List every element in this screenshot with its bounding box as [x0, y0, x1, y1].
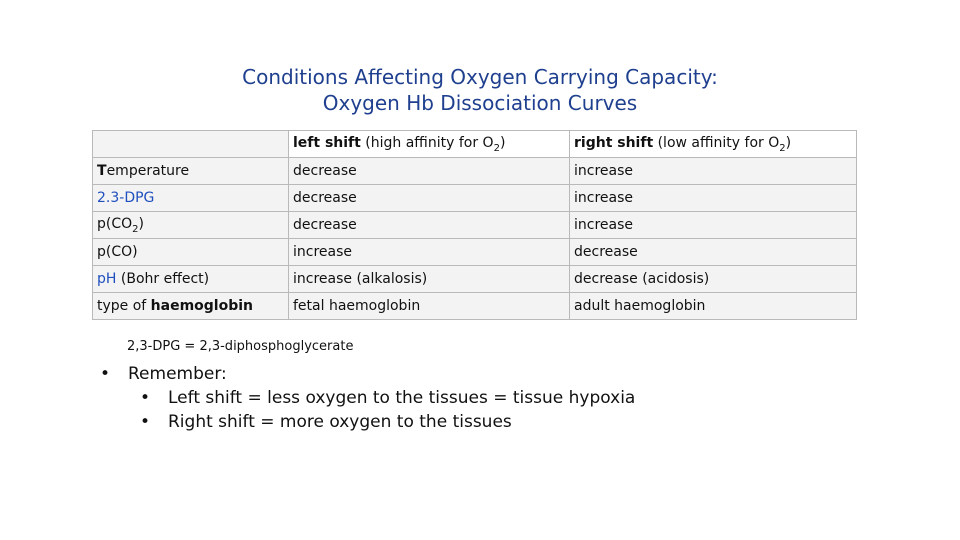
left-shift-heading: left shift — [293, 134, 361, 151]
right-shift-heading: right shift — [574, 134, 654, 151]
row-label-temperature: Temperature — [93, 158, 289, 185]
table-row — [93, 185, 857, 212]
paren-close: ) — [499, 134, 506, 151]
table-row — [93, 266, 857, 293]
bullet-icon: • — [140, 388, 151, 408]
ph-link[interactable]: pH — [97, 271, 117, 287]
left-shift-cell: decrease — [289, 212, 570, 239]
header-blank-cell — [93, 131, 289, 158]
row-label-2-3-dpg[interactable]: 2.3-DPG — [93, 185, 289, 212]
bullet-item: • Left shift = less oxygen to the tissues = tissue hypoxia — [140, 388, 636, 408]
left-shift-subtitle: (high affinity for O — [360, 134, 494, 151]
bullet-icon: • — [100, 364, 111, 384]
table-row — [93, 158, 857, 185]
row-label-pco: p(CO) — [93, 239, 289, 266]
header-left-shift — [289, 131, 570, 158]
bullet-icon: • — [140, 412, 151, 432]
remember-list — [98, 362, 635, 434]
left-shift-cell: fetal haemoglobin — [289, 293, 570, 320]
header-right-shift — [570, 131, 857, 158]
conditions-table — [92, 130, 857, 320]
right-shift-subtitle: (low affinity for O — [653, 134, 780, 151]
row-label-haemoglobin: type of haemoglobin — [93, 293, 289, 320]
title-line-2: Oxygen Hb Dissociation Curves — [322, 91, 638, 115]
left-shift-cell: decrease — [289, 185, 570, 212]
right-shift-cell: decrease (acidosis) — [570, 266, 857, 293]
right-shift-cell: increase — [570, 212, 857, 239]
slide-title — [150, 64, 810, 116]
left-shift-cell: increase (alkalosis) — [289, 266, 570, 293]
bullet-item: • Right shift = more oxygen to the tissues — [140, 412, 512, 432]
right-shift-cell: increase — [570, 158, 857, 185]
left-shift-cell: increase — [289, 239, 570, 266]
paren-close: ) — [785, 134, 792, 151]
row-label-ph: pH (Bohr effect) — [93, 266, 289, 293]
footnote: 2,3-DPG = 2,3-diphosphoglycerate — [127, 339, 354, 354]
o2-subscript: 2 — [779, 142, 786, 154]
o2-subscript: 2 — [493, 142, 500, 154]
right-shift-cell: adult haemoglobin — [570, 293, 857, 320]
table-header-row — [93, 131, 857, 158]
table-row — [93, 239, 857, 266]
right-shift-cell: decrease — [570, 239, 857, 266]
row-label-pco2: $p(CO_2)$ — [93, 212, 289, 239]
right-shift-cell: increase — [570, 185, 857, 212]
table-row — [93, 293, 857, 320]
left-shift-cell: decrease — [289, 158, 570, 185]
bullet-heading: • Remember: — [100, 364, 227, 384]
title-line-1: Conditions Affecting Oxygen Carrying Capacity: — [242, 65, 718, 89]
table-row — [93, 212, 857, 239]
